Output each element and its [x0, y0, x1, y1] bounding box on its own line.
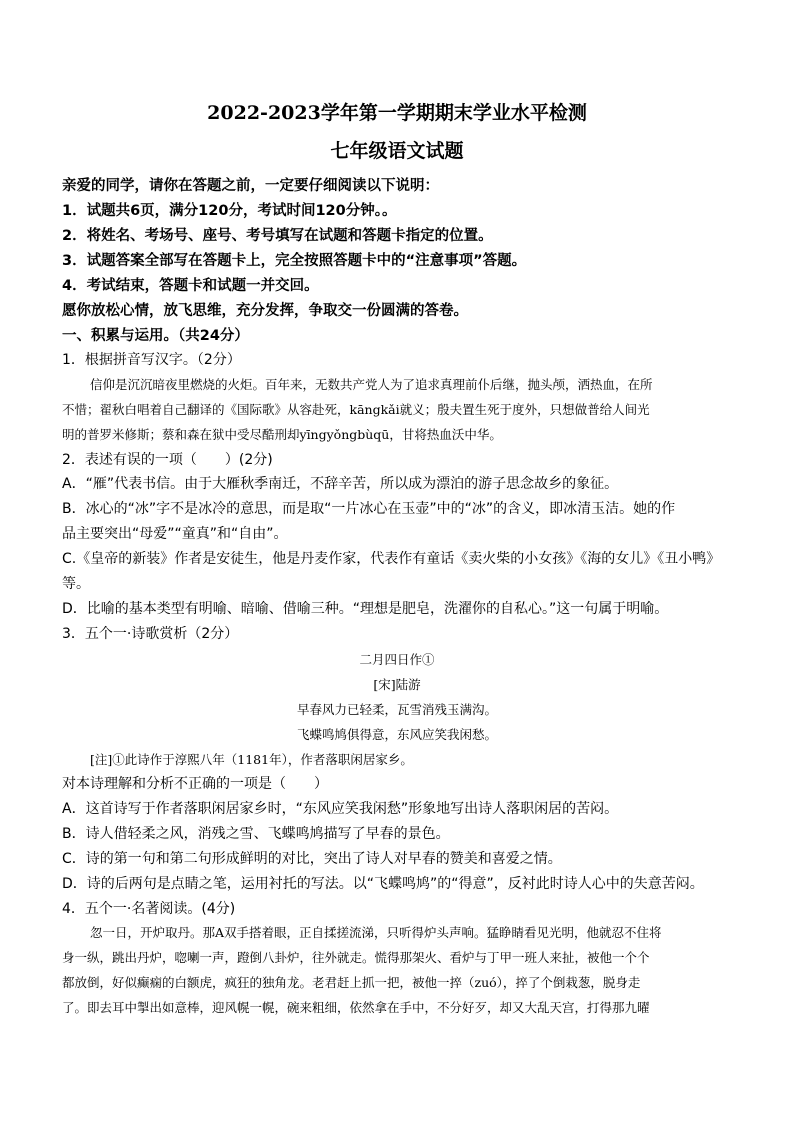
q3-question: 对本诗理解和分析不正确的一项是（ ）: [62, 776, 328, 792]
q2-option: C.《皇帝的新装》作者是安徒生，他是丹麦作家，代表作有童话《卖火柴的小女孩》《海的女儿》《丑小鸭》: [62, 551, 721, 567]
question-1-stem: 1．根据拼音写汉字。（2分）: [62, 352, 241, 368]
q2-option: D．比喻的基本类型有明喻、暗喻、借喻三种。“理想是肥皂，洗濯你的自私心。”这一句属于明喻。: [62, 601, 669, 617]
q2-option: 等。: [62, 576, 90, 592]
instructions-closing: 愿你放松心情，放飞思维，充分发挥，争取交一份圆满的答卷。: [62, 303, 468, 319]
q2-option: A．“雁”代表书信。由于大雁秋季南迁，不辞辛苦，所以成为漂泊的游子思念故乡的象征。: [62, 476, 619, 492]
q3-option: C．诗的第一句和第二句形成鲜明的对比，突出了诗人对早春的赞美和喜爱之情。: [62, 851, 562, 867]
poem-line: 早春风力已轻柔，瓦雪消残玉满沟。: [296, 702, 497, 717]
instruction-item: 3．试题答案全部写在答题卡上，完全按照答题卡中的“注意事项”答题。: [62, 253, 527, 269]
instruction-item: 1．试题共6页，满分120分，考试时间120分钟。。: [62, 203, 397, 219]
q4-passage-line: 忽一日，开炉取丹。那A双手搭着眼，正自揉搓流涕，只听得炉头声响。猛睁睛看见光明，他就忍不住将: [90, 925, 662, 940]
poem-title: 二月四日作①: [359, 652, 435, 667]
poem-author: [宋]陆游: [373, 677, 421, 692]
q3-option: A．这首诗写于作者落职闲居家乡时，“东风应笑我闲愁”形象地写出诗人落职闲居的苦闷。: [62, 801, 619, 817]
q2-option: 品主要突出“母爱”“童真”和“自由”。: [62, 526, 288, 542]
instruction-item: 4．考试结束，答题卡和试题一并交回。: [62, 278, 319, 294]
question-4-stem: 4．五个一·名著阅读。(4分): [62, 901, 236, 917]
section-heading: 一、积累与运用。（共24分）: [62, 328, 249, 344]
q4-passage-line: 身一纵，跳出丹炉，唿喇一声，蹬倒八卦炉，往外就走。慌得那架火、看炉与丁甲一班人来扯，被他一个个: [62, 950, 650, 965]
question-2-stem: 2．表述有误的一项（ ）(2分): [62, 452, 273, 468]
q3-option: B．诗人借轻柔之风，消残之雪、飞蝶鸣鸠描写了早春的景色。: [62, 826, 450, 842]
poem-note: [注]①此诗作于淳熙八年（1181年），作者落职闲居家乡。: [90, 752, 413, 767]
q4-passage-line: 都放倒，好似癫痫的白额虎，疯狂的独角龙。老君赶上抓一把，被他一捽（zuó），捽了个倒栽葱，脱身走: [62, 975, 641, 990]
q2-option: B．冰心的“冰”字不是冰冷的意思，而是取“一片冰心在玉壶”中的“冰”的含义，即冰清玉洁。她的作: [62, 501, 676, 517]
instructions-greeting: 亲爱的同学，请你在答题之前，一定要仔细阅读以下说明：: [62, 178, 439, 194]
question-3-stem: 3．五个一·诗歌赏析（2分）: [62, 626, 239, 642]
exam-title: 2022-2023学年第一学期期末学业水平检测: [207, 102, 587, 124]
instruction-item: 2．将姓名、考场号、座号、考号填写在试题和答题卡指定的位置。: [62, 228, 493, 244]
q1-passage-line: 信仰是沉沉暗夜里燃烧的火炬。百年来，无数共产党人为了追求真理前仆后继，抛头颅，洒热血，在所: [90, 377, 653, 392]
q3-option: D．诗的后两句是点睛之笔，运用衬托的写法。以“飞蝶鸣鸠”的“得意”，反衬此时诗人心中的失意苦闷。: [62, 876, 704, 892]
q4-passage-line: 了。即去耳中掣出如意棒，迎风幌一幌，碗来粗细，依然拿在手中，不分好歹，却又大乱天宫，打得那九曜: [62, 1000, 650, 1015]
exam-subtitle: 七年级语文试题: [330, 140, 464, 162]
q1-passage-line: 不惜；翟秋白唱着自己翻译的《国际歌》从容赴死，kāngkǎi就义；殷夫置生死于度外，只想做普给人间光: [62, 402, 650, 417]
poem-line: 飞蝶鸣鸠俱得意，东风应笑我闲愁。: [296, 727, 497, 742]
q1-passage-line: 明的普罗米修斯；蔡和森在狱中受尽酷刑却yīngyǒngbùqū，甘将热血沃中华。: [62, 427, 502, 442]
